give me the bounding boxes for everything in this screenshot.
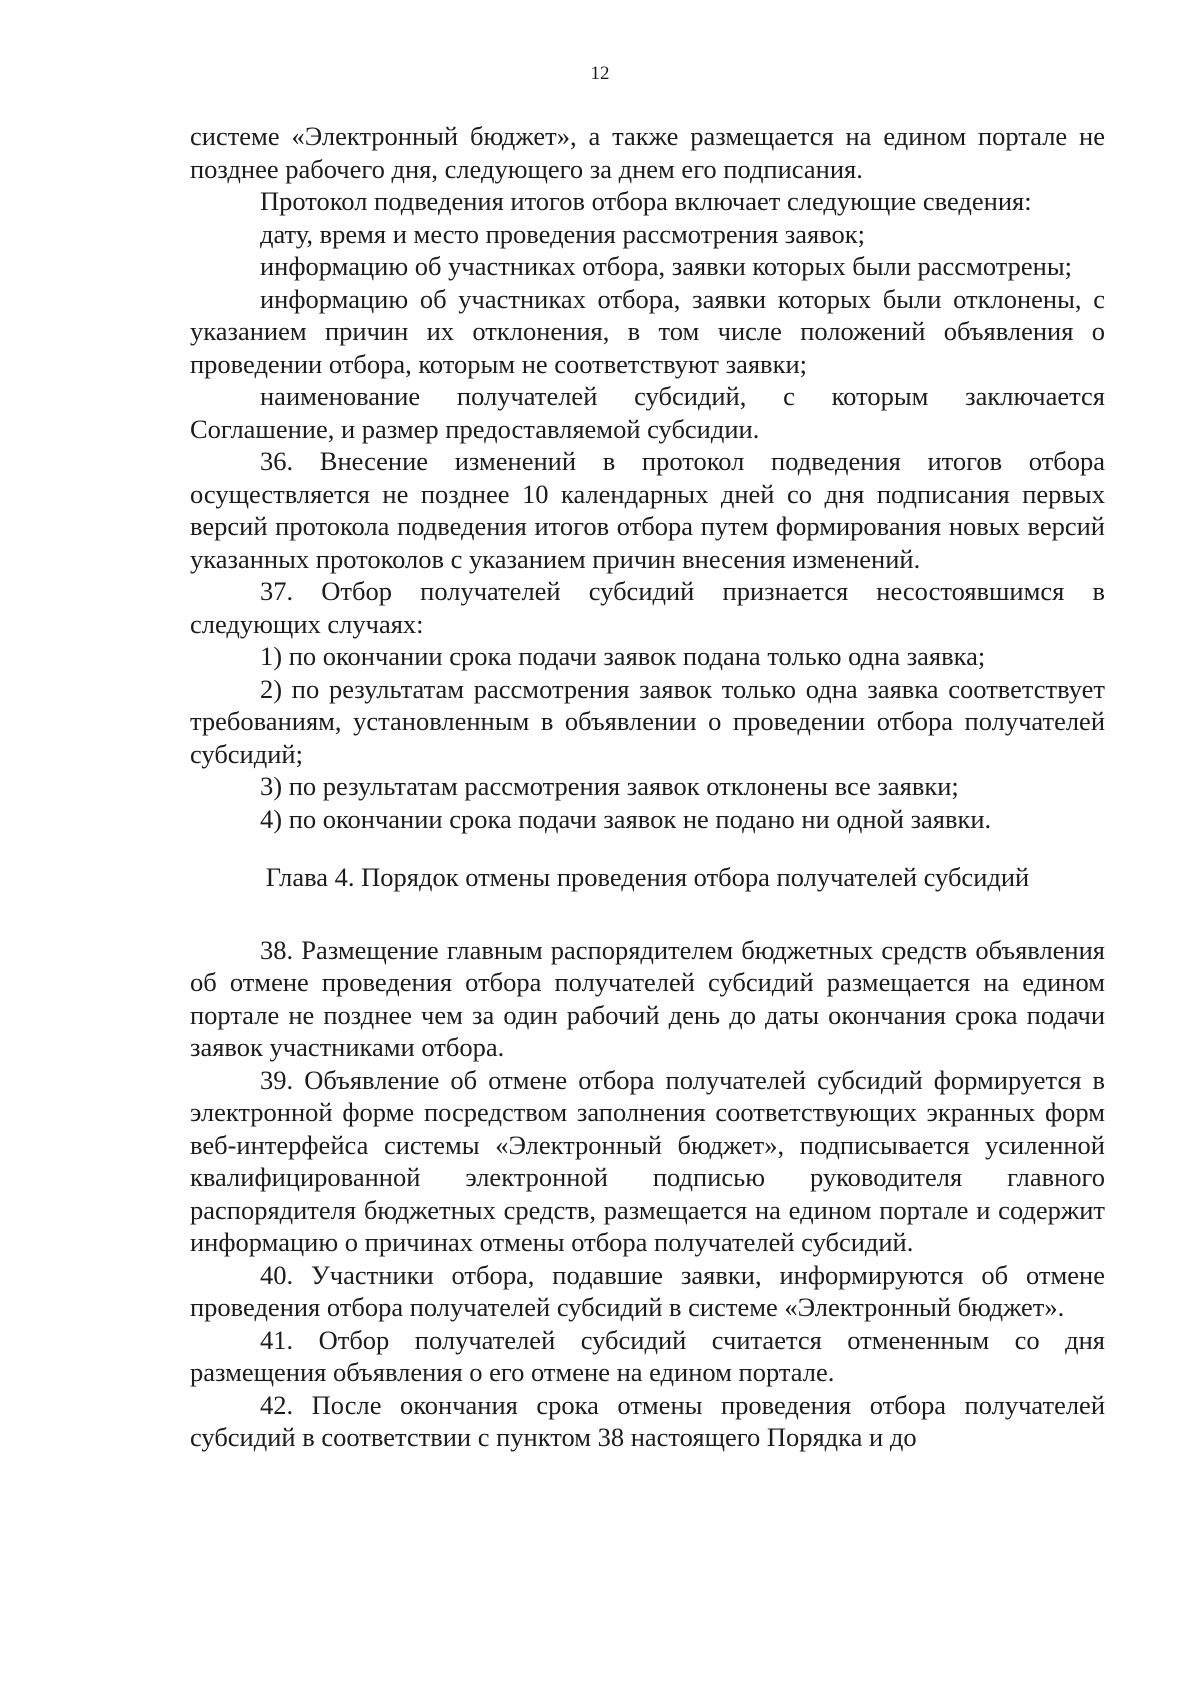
paragraph: Протокол подведения итогов отбора включает следующие сведения: [260, 186, 1032, 216]
paragraph: наименование получателей субсидий, с которым заключается Соглашение, и размер предоставляемой субсидии. [190, 381, 1105, 444]
paragraph: дату, время и место проведения рассмотрения заявок; [260, 218, 866, 249]
clause-39: 39. Объявление об отмене отбора получателей субсидий формируется в электронной форме посредством заполнения соответствующих экранных форм веб-интерфейса системы «Электронный бюджет», подписывается усиленной квалифицированной электронной подписью руководителя главного распорядителя бюджетных средств, размещается на едином портале и содержит информацию о причинах отмены отбора получателей субсидий. [190, 1064, 1105, 1257]
list-item: 4) по окончании срока подачи заявок не подано ни одной заявки. [260, 803, 992, 834]
paragraph: системе «Электронный бюджет», а также размещается на едином портале не позднее рабочего дня, следующего за днем его подписания. [190, 121, 1105, 184]
clause-40: 40. Участники отбора, подавшие заявки, информируются об отмене проведения отбора получателей субсидий в системе «Электронный бюджет». [190, 1259, 1105, 1322]
paragraph: информацию об участниках отбора, заявки которых были рассмотрены; [260, 251, 1073, 281]
list-item: 3) по результатам рассмотрения заявок отклонены все заявки; [260, 771, 959, 801]
list-item: 2) по результатам рассмотрения заявок только одна заявка соответствует требованиям, установленным в объявлении о проведении отбора получателей субсидий; [190, 673, 1105, 769]
list-item: 1) по окончании срока подачи заявок подана только одна заявка; [260, 641, 986, 671]
chapter-heading: Глава 4. Порядок отмены проведения отбора получателей субсидий [265, 862, 1030, 892]
paragraph: информацию об участниках отбора, заявки которых были отклонены, с указанием причин их отклонения, в том числе положений объявления о проведении отбора, которым не соответствуют заявки; [190, 283, 1105, 379]
clause-38: 38. Размещение главным распорядителем бюджетных средств объявления об отмене проведения отбора получателей субсидий размещается на едином портале не позднее чем за один рабочий день до даты окончания срока подачи заявок участниками отбора. [190, 934, 1105, 1062]
clause-36: 36. Внесение изменений в протокол подведения итогов отбора осуществляется не позднее 10 календарных дней со дня подписания первых версий протокола подведения итогов отбора путем формирования новых версий указанных протоколов с указанием причин внесения изменений. [190, 446, 1105, 574]
clause-42: 42. После окончания срока отмены проведения отбора получателей субсидий в соответствии с пунктом 38 настоящего Порядка и до [190, 1389, 1105, 1452]
page-number: 12 [590, 63, 610, 84]
document-body [190, 120, 1105, 1454]
clause-37: 37. Отбор получателей субсидий признается несостоявшимся в следующих случаях: [190, 576, 1105, 639]
clause-41: 41. Отбор получателей субсидий считается отмененным со дня размещения объявления о его отмене на едином портале. [190, 1324, 1105, 1387]
